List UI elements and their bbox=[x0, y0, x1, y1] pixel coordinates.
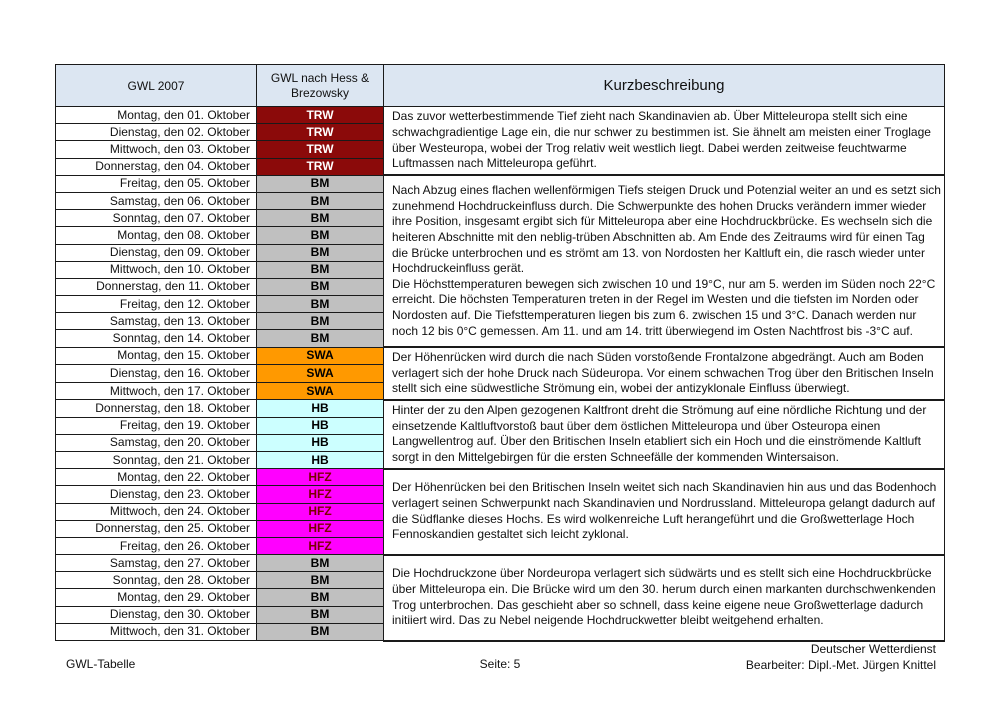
gwl-code-cell: HB bbox=[257, 417, 384, 434]
gwl-code-cell: BM bbox=[257, 572, 384, 589]
table-row bbox=[56, 347, 945, 365]
table-row bbox=[56, 175, 945, 192]
date-cell: Freitag, den 19. Oktober bbox=[56, 417, 257, 434]
table-header-row bbox=[56, 65, 945, 107]
table-row bbox=[56, 400, 945, 417]
gwl-code-cell: BM bbox=[257, 589, 384, 606]
gwl-code-cell: BM bbox=[257, 555, 384, 572]
footer-page-number: Seite: 5 bbox=[479, 657, 521, 671]
date-cell: Montag, den 22. Oktober bbox=[56, 469, 257, 486]
gwl-code-cell: BM bbox=[257, 210, 384, 227]
date-cell: Dienstag, den 02. Oktober bbox=[56, 124, 257, 141]
date-cell: Mittwoch, den 31. Oktober bbox=[56, 623, 257, 640]
gwl-code-cell: HFZ bbox=[257, 486, 384, 503]
description-cell bbox=[384, 107, 945, 176]
gwl-code-cell: HFZ bbox=[257, 520, 384, 537]
description-cell bbox=[384, 175, 945, 347]
gwl-table bbox=[55, 64, 945, 642]
table-row bbox=[56, 469, 945, 486]
gwl-code-cell: HB bbox=[257, 451, 384, 468]
gwl-code-cell: TRW bbox=[257, 107, 384, 124]
gwl-code-cell: HFZ bbox=[257, 503, 384, 520]
footer-org: Deutscher Wetterdienst bbox=[810, 642, 936, 656]
date-cell: Sonntag, den 21. Oktober bbox=[56, 451, 257, 468]
gwl-code-cell: BM bbox=[257, 261, 384, 278]
date-cell: Donnerstag, den 04. Oktober bbox=[56, 158, 257, 175]
description-text: Das zuvor wetterbestimmende Tief zieht nach Skandinavien ab. Über Mitteleuropa stellt sich eine schwachgradientige Lage ein, die nur schwer zu bestimmen ist. Sie ähnelt am meisten einer Troglage über Westeuropa, wobei der Trog relativ weit westlich liegt. Dabei werden zeitweise feuchtwarme Luftmassen nach Mitteleuropa geführt. bbox=[392, 109, 931, 171]
description-text: Der Höhenrücken wird durch die nach Süden vorstoßende Frontalzone abgedrängt. Auch am Boden verlagert sich der hohe Druck nach Südeuropa. Vor einem schwachen Trog über den Britischen Inseln stellt sich eine südwestliche Strömung ein, wobei der antizyklonale Einfluss überwiegt. bbox=[392, 350, 934, 396]
date-cell: Freitag, den 05. Oktober bbox=[56, 175, 257, 192]
date-cell: Mittwoch, den 10. Oktober bbox=[56, 261, 257, 278]
gwl-code-cell: BM bbox=[257, 244, 384, 261]
date-cell: Donnerstag, den 11. Oktober bbox=[56, 278, 257, 295]
date-cell: Montag, den 15. Oktober bbox=[56, 347, 257, 365]
date-cell: Montag, den 01. Oktober bbox=[56, 107, 257, 124]
description-text: Hinter der zu den Alpen gezogenen Kaltfront dreht die Strömung auf eine nördliche Richtung und der einsetzende Kaltluftvorstoß baut über dem östlichen Mitteleuropa und über Osteuropa einen Langwellentrog auf. Über den Britischen Inseln etabliert sich ein Hoch und die einströmende Kaltluft sorgt in den Mittelgebirgen für die ersten Schneefälle der kommenden Wintersaison. bbox=[392, 403, 927, 464]
gwl-code-cell: TRW bbox=[257, 158, 384, 175]
date-cell: Samstag, den 13. Oktober bbox=[56, 313, 257, 330]
description-cell bbox=[384, 347, 945, 400]
gwl-code-cell: HB bbox=[257, 434, 384, 451]
description-text: Die Höchsttemperaturen bewegen sich zwischen 10 und 19°C, nur am 5. werden im Süden noch 22°C erreicht. Die höchsten Temperaturen treten in der Regel im Westen und die tiefsten im Norden oder Nordosten auf. Die Tiefsttemperaturen liegen bis zum 6. zwischen 15 und 3°C. Danach werden nur noch 12 bis 0°C gemessen. Am 11. und am 14. tritt überwiegend im Osten Nachtfrost bis -3°C auf. bbox=[392, 276, 936, 338]
table-row bbox=[56, 555, 945, 572]
description-text: Der Höhenrücken bei den Britischen Inseln weitet sich nach Skandinavien hin aus und das Bodenhoch verlagert seinen Schwerpunkt nach Skandinavien und Nordrussland. Mitteleuropa gelangt dadurch auf die Südflanke dieses Hochs. Es wird wolkenreiche Luft herangeführt und die Großwetterlage Hoch Fennoskandien gestaltet sich leicht zyklonal. bbox=[392, 480, 937, 542]
date-cell: Donnerstag, den 25. Oktober bbox=[56, 520, 257, 537]
gwl-code-cell: SWA bbox=[257, 365, 384, 383]
gwl-code-cell: HFZ bbox=[257, 537, 384, 554]
gwl-code-cell: HFZ bbox=[257, 469, 384, 486]
date-cell: Dienstag, den 09. Oktober bbox=[56, 244, 257, 261]
gwl-code-cell: BM bbox=[257, 175, 384, 192]
date-cell: Sonntag, den 07. Oktober bbox=[56, 210, 257, 227]
gwl-code-cell: BM bbox=[257, 296, 384, 313]
description-cell bbox=[384, 400, 945, 469]
date-cell: Mittwoch, den 17. Oktober bbox=[56, 382, 257, 400]
description-text: Die Hochdruckzone über Nordeuropa verlagert sich südwärts und es stellt sich eine Hochdruckbrücke über Mitteleuropa ein. Die Brücke wird um den 30. herum durch einen markanten durchschwenkenden Trog unterbrochen. Das geschieht aber so schnell, dass keine eigene neue Großwetterlage dadurch initiiert wird. Das zu Nebel neigende Hochdruckwetter bleibt weitgehend erhalten. bbox=[392, 566, 936, 628]
date-cell: Donnerstag, den 18. Oktober bbox=[56, 400, 257, 417]
gwl-code-cell: TRW bbox=[257, 124, 384, 141]
gwl-code-cell: HB bbox=[257, 400, 384, 417]
footer-author: Bearbeiter: Dipl.-Met. Jürgen Knittel bbox=[745, 658, 936, 672]
header-date: GWL 2007 bbox=[56, 65, 257, 107]
header-gwl: GWL nach Hess & Brezowsky bbox=[257, 65, 384, 107]
gwl-code-cell: SWA bbox=[257, 347, 384, 365]
date-cell: Sonntag, den 14. Oktober bbox=[56, 330, 257, 347]
date-cell: Montag, den 08. Oktober bbox=[56, 227, 257, 244]
date-cell: Samstag, den 20. Oktober bbox=[56, 434, 257, 451]
gwl-code-cell: BM bbox=[257, 623, 384, 640]
date-cell: Freitag, den 12. Oktober bbox=[56, 296, 257, 313]
date-cell: Dienstag, den 30. Oktober bbox=[56, 606, 257, 623]
gwl-code-cell: TRW bbox=[257, 141, 384, 158]
gwl-code-cell: BM bbox=[257, 227, 384, 244]
date-cell: Dienstag, den 16. Oktober bbox=[56, 365, 257, 383]
table-body bbox=[56, 107, 945, 641]
gwl-code-cell: BM bbox=[257, 192, 384, 209]
date-cell: Mittwoch, den 24. Oktober bbox=[56, 503, 257, 520]
date-cell: Mittwoch, den 03. Oktober bbox=[56, 141, 257, 158]
date-cell: Freitag, den 26. Oktober bbox=[56, 537, 257, 554]
description-cell bbox=[384, 555, 945, 641]
date-cell: Samstag, den 27. Oktober bbox=[56, 555, 257, 572]
table-row bbox=[56, 107, 945, 124]
gwl-code-cell: BM bbox=[257, 330, 384, 347]
description-text: Nach Abzug eines flachen wellenförmigen Tiefs steigen Druck und Potenzial weiter an und es setzt sich zunehmend Hochdruckeinfluss durch. Die Schwerpunkte des hohen Drucks verändern immer wieder ihre Position, insgesamt ergibt sich für Mitteleuropa aber eine Hochdruckbrücke. Es wechseln sich die heiteren Abschnitte mit den neblig-trüben Abschnitten ab. Am Ende des Zeitraums wird für einen Tag die Brücke unterbrochen und es strömt am 13. von Nordosten her Kaltluft ein, die rasch wieder unter Hochdruckeinfluss gerät. bbox=[392, 183, 941, 276]
description-cell bbox=[384, 469, 945, 555]
gwl-code-cell: BM bbox=[257, 606, 384, 623]
gwl-code-cell: BM bbox=[257, 313, 384, 330]
date-cell: Dienstag, den 23. Oktober bbox=[56, 486, 257, 503]
date-cell: Montag, den 29. Oktober bbox=[56, 589, 257, 606]
gwl-code-cell: SWA bbox=[257, 382, 384, 400]
header-description: Kurzbeschreibung bbox=[384, 65, 945, 107]
date-cell: Sonntag, den 28. Oktober bbox=[56, 572, 257, 589]
gwl-code-cell: BM bbox=[257, 278, 384, 295]
footer-left: GWL-Tabelle bbox=[66, 657, 136, 671]
date-cell: Samstag, den 06. Oktober bbox=[56, 192, 257, 209]
